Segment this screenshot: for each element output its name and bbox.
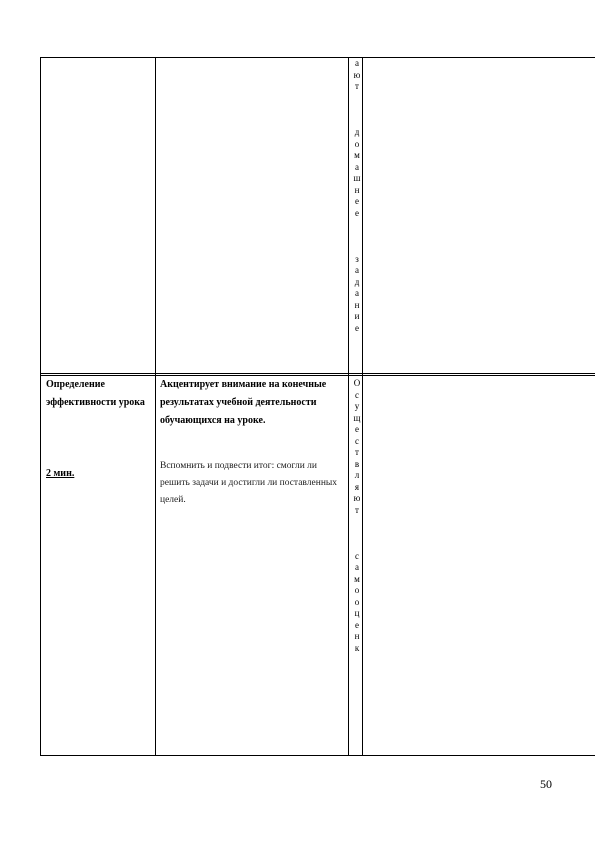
row1-vertical-text: а ю т д о м а ш н е е з а д а н и е [353,58,361,333]
teacher-activity-text: Акцентирует внимание на конечные результатах учебной деятельности обучающихся на уроке. [160,379,327,426]
row2-vertical-text: О с у щ е с т в л я ю т с а м о о ц е н к [353,378,361,653]
table-bottom-border [40,755,595,756]
table-left-border [40,57,41,756]
table-top-border [40,57,595,58]
page-number: 50 [540,777,552,791]
table-column-divider-1 [155,57,156,756]
table-column-divider-3 [362,57,363,756]
table-row-divider [40,373,595,374]
table-column-divider-2 [348,57,349,756]
student-task-text: Вспомнить и подвести итог: смогли ли решить задачи и достигли ли поставленных целей. [160,461,338,505]
lesson-phase-title: Определение эффективности урока [46,379,145,408]
lesson-phase-duration: 2 мин. [46,468,75,479]
